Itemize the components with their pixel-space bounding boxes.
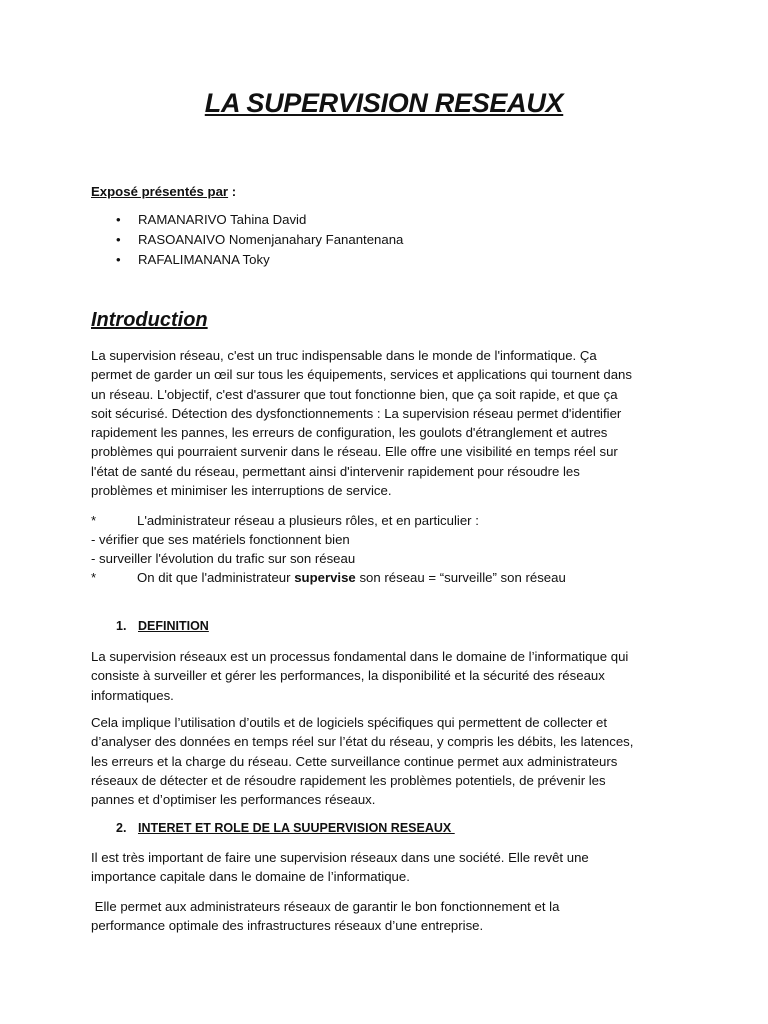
text-line: consiste à surveiller et gérer les performances, la disponibilité et la sécurité des réseaux — [91, 668, 605, 684]
dash-line: - vérifier que ses matériels fonctionnent bien — [91, 532, 350, 547]
definition-paragraph-1 — [91, 647, 691, 705]
text-line: La supervision réseau, c'est un truc indispensable dans le monde de l'informatique. Ça — [91, 348, 597, 363]
text-line: l'état de santé du réseau, permettant ainsi d'intervenir rapidement pour résoudre les — [91, 463, 580, 479]
section-heading-definition — [116, 619, 209, 633]
text-line: soit sécurisé. Détection des dysfonctionnements : La supervision réseau permet d'identifier — [91, 405, 622, 421]
document-title: LA SUPERVISION RESEAUX — [204, 88, 564, 118]
bullet-icon: • — [116, 212, 121, 227]
bullet-icon: • — [116, 252, 121, 267]
text-line: informatiques. — [91, 687, 174, 703]
author-list — [91, 210, 403, 270]
roles-line — [91, 511, 479, 530]
text-line: pannes et d’optimiser les performances réseaux. — [91, 792, 376, 808]
author-item — [91, 230, 403, 250]
author-name: RAFALIMANANA Toky — [138, 252, 270, 267]
text-line: Elle permet aux administrateurs réseaux de garantir le bon fonctionnement et la — [91, 899, 560, 914]
presented-by-line — [91, 182, 236, 201]
section-number: 2. — [116, 821, 127, 835]
supervise-suffix: son réseau = “surveille” son réseau — [355, 570, 566, 585]
introduction-paragraph — [91, 346, 691, 500]
star-bullet: * — [91, 570, 97, 585]
text-line: problèmes qui pourraient survenir dans le réseau. Elle offre une visibilité en temps réel sur — [91, 444, 618, 460]
presented-by-colon: : — [228, 184, 237, 199]
text-line: réseaux de détecter et de résoudre rapidement les problèmes potentiels, de prévenir les — [91, 772, 606, 788]
definition-paragraph-2 — [91, 713, 691, 809]
text-line: rapidement les pannes, les erreurs de configuration, les goulots d'étranglement et autres — [91, 425, 608, 441]
text-line: performance optimale des infrastructures réseaux d’une entreprise. — [91, 918, 484, 934]
text-line: Il est très important de faire une supervision réseaux dans une société. Elle revêt une — [91, 850, 589, 865]
interet-paragraph-1 — [91, 848, 691, 887]
text-line: Cela implique l’utilisation d’outils et de logiciels spécifiques qui permettent de collecter et — [91, 715, 608, 730]
interet-paragraph-2 — [91, 897, 691, 936]
presented-by-label: Exposé présentés par — [91, 184, 229, 199]
text-line: La supervision réseaux est un processus fondamental dans le domaine de l’informatique qui — [91, 649, 629, 664]
author-name: RASOANAIVO Nomenjanahary Fanantenana — [138, 232, 404, 247]
dash-line: - surveiller l'évolution du trafic sur son réseau — [91, 551, 356, 566]
text-line: un réseau. L'objectif, c'est d'assurer que tout fonctionne bien, que ça soit rapide, et que ça — [91, 386, 618, 402]
author-item — [91, 210, 403, 230]
star-bullet: * — [91, 513, 97, 528]
author-item — [91, 250, 403, 270]
text-line: importance capitale dans le domaine de l’informatique. — [91, 869, 410, 885]
text-line: d’analyser des données en temps réel sur l’état du réseau, y compris les débits, les latences, — [91, 734, 634, 750]
text-line: problèmes et minimiser les interruptions de service. — [91, 483, 392, 499]
supervise-prefix: On dit que l'administrateur — [137, 570, 295, 585]
text-line: les erreurs et la charge du réseau. Cette surveillance continue permet aux administrateurs — [91, 753, 618, 769]
bullet-icon: • — [116, 232, 121, 247]
section-title: DEFINITION — [138, 619, 209, 633]
introduction-heading: Introduction — [91, 309, 208, 331]
section-title: INTERET ET ROLE DE LA SUUPERVISION RESEAUX — [138, 821, 455, 835]
section-number: 1. — [116, 619, 127, 633]
text-line: permet de garder un œil sur tous les équipements, services et applications qui tournent dans — [91, 367, 632, 383]
section-heading-interet — [116, 821, 455, 835]
supervise-bold: supervise — [294, 570, 356, 585]
author-name: RAMANARIVO Tahina David — [138, 212, 307, 227]
supervise-line — [91, 568, 566, 587]
roles-text: L'administrateur réseau a plusieurs rôles, et en particulier : — [137, 513, 479, 528]
